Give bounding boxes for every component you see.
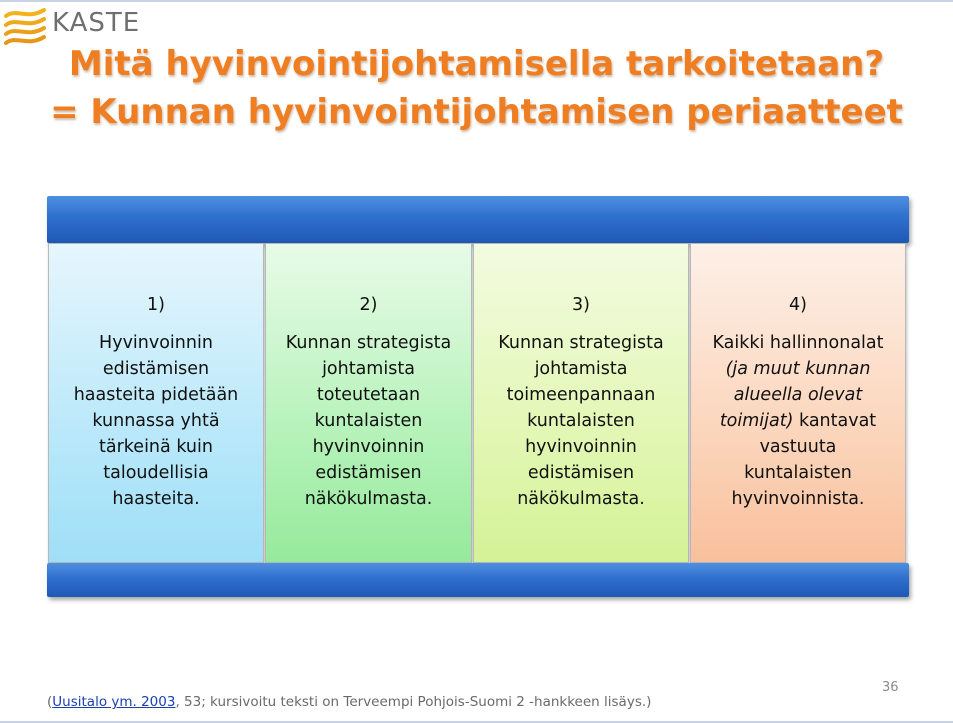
column-text-line: toimeenpannaan (506, 385, 656, 405)
column-text-line: Kaikki hallinnonalat (712, 333, 884, 353)
slide-title (0, 40, 953, 136)
italic-addition: (ja muut kunnan (725, 359, 871, 379)
column-text (695, 330, 901, 512)
bottom-footer-bar (47, 563, 909, 597)
citation-link[interactable]: Uusitalo ym. 2003 (52, 694, 176, 710)
column-text-line: edistämisen (315, 463, 422, 483)
column-text-line: Hyvinvoinnin (99, 333, 213, 353)
column-text-line: hyvinvoinnin (312, 437, 425, 457)
column-text-line: haasteita pidetään (73, 385, 239, 405)
column-number: 1) (147, 295, 165, 315)
column-text-line: hyvinvoinnista. (731, 489, 865, 509)
column-text-line: toteutetaan (316, 385, 421, 405)
column-text-line (695, 382, 901, 408)
column-text-line: taloudellisia (103, 463, 209, 483)
principle-column-3 (473, 243, 689, 563)
column-text-line (695, 408, 901, 434)
column-number: 2) (359, 295, 378, 315)
column-text-fragment: kantavat (793, 411, 877, 431)
column-text-line: hyvinvoinnin (525, 437, 637, 457)
principle-column-4 (690, 243, 906, 563)
italic-addition: alueella olevat (733, 385, 863, 405)
column-text-line: haasteita. (112, 489, 200, 509)
column-text-line: kuntalaisten (527, 411, 635, 431)
column-text-line (695, 356, 901, 382)
title-line-1: Mitä hyvinvointijohtamisella tarkoitetaan? (68, 44, 885, 84)
title-line-2: = Kunnan hyvinvointijohtamisen periaatteet (50, 92, 903, 132)
source-footnote (47, 694, 651, 710)
column-text-line: näkökulmasta. (517, 489, 645, 509)
footnote-rest: , 53; kursivoitu teksti on Terveempi Pohjois-Suomi 2 -hankkeen lisäys.) (175, 694, 652, 710)
column-text (53, 330, 259, 512)
column-text-line: edistämisen (102, 359, 210, 379)
footnote-open-paren: ( (47, 694, 53, 710)
italic-addition: toimijat) (719, 411, 794, 431)
column-text-line: kuntalaisten (744, 463, 852, 483)
column-text-line: vastuuta (759, 437, 837, 457)
column-text (270, 330, 467, 512)
column-text-line: edistämisen (527, 463, 635, 483)
page-number: 36 (882, 680, 899, 695)
column-text-line: näkökulmasta. (304, 489, 433, 509)
column-text-line: Kunnan strategista (498, 333, 664, 353)
logo-text: KASTE (52, 8, 141, 38)
column-text-line: johtamista (322, 359, 415, 379)
column-number: 3) (572, 295, 590, 315)
top-header-bar (47, 196, 909, 243)
column-number: 4) (789, 295, 807, 315)
top-divider (0, 0, 953, 2)
column-text-line: johtamista (534, 359, 628, 379)
column-text (478, 330, 684, 512)
column-text-line: tärkeinä kuin (99, 437, 213, 457)
column-text-line: kuntalaisten (314, 411, 423, 431)
column-text-line: kunnassa yhtä (92, 411, 220, 431)
principle-column-2 (265, 243, 472, 563)
principle-column-1 (48, 243, 264, 563)
column-text-line: Kunnan strategista (285, 333, 452, 353)
